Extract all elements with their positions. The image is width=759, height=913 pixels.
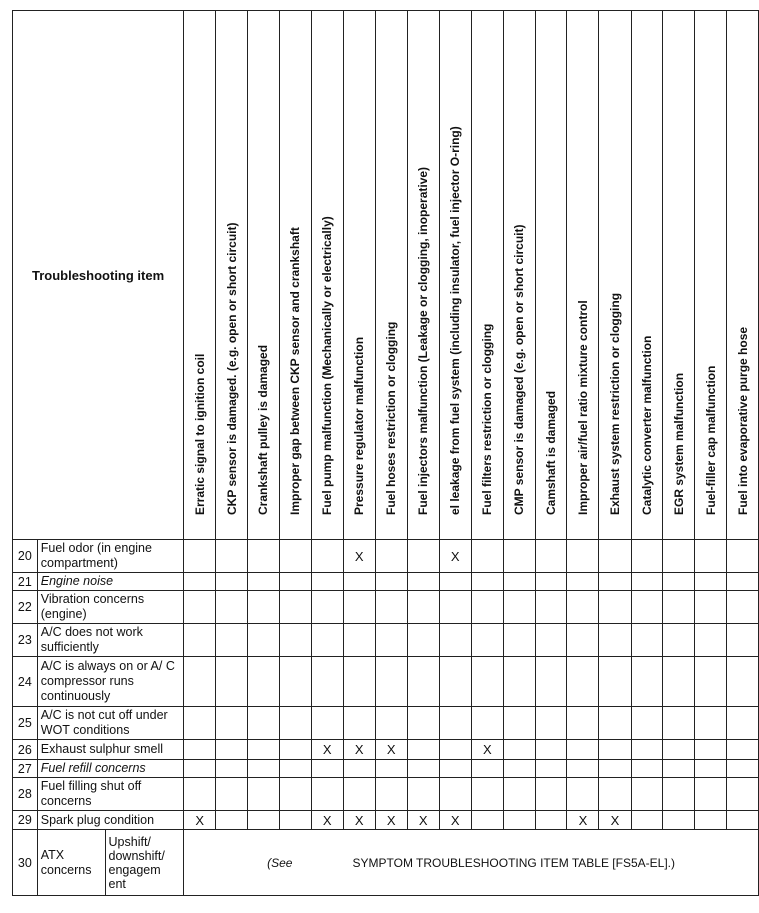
mark-cell: [663, 707, 695, 740]
mark-cell: [535, 778, 567, 811]
mark-cell: [311, 707, 343, 740]
mark-cell: [375, 760, 407, 778]
column-header-label: Pressure regulator malfunction: [352, 336, 367, 515]
mark-cell: [599, 657, 631, 707]
mark-cell: [535, 540, 567, 573]
column-header-label: Camshaft is damaged: [544, 390, 559, 515]
mark-cell: X: [343, 811, 375, 830]
mark-cell: [599, 740, 631, 760]
mark-cell: [503, 573, 535, 591]
mark-cell: [439, 707, 471, 740]
see-reference: [184, 830, 759, 896]
mark-cell: X: [184, 811, 216, 830]
mark-cell: [503, 657, 535, 707]
mark-cell: X: [407, 811, 439, 830]
mark-cell: [663, 778, 695, 811]
mark-cell: [695, 624, 727, 657]
mark-cell: [503, 707, 535, 740]
mark-cell: [343, 707, 375, 740]
mark-cell: [503, 740, 535, 760]
mark-cell: [471, 657, 503, 707]
mark-cell: [471, 760, 503, 778]
mark-cell: [503, 624, 535, 657]
mark-cell: [695, 740, 727, 760]
mark-cell: [631, 811, 663, 830]
mark-cell: [727, 657, 759, 707]
column-header: [279, 11, 311, 540]
mark-cell: [311, 778, 343, 811]
column-header: [248, 11, 280, 540]
mark-cell: [695, 591, 727, 624]
mark-cell: X: [311, 811, 343, 830]
mark-cell: [184, 624, 216, 657]
mark-cell: [311, 540, 343, 573]
mark-cell: [248, 707, 280, 740]
mark-cell: [631, 624, 663, 657]
mark-cell: [567, 573, 599, 591]
mark-cell: [631, 657, 663, 707]
mark-cell: [599, 778, 631, 811]
table-row: [13, 830, 759, 896]
mark-cell: [535, 624, 567, 657]
mark-cell: [279, 760, 311, 778]
mark-cell: X: [439, 811, 471, 830]
mark-cell: [216, 657, 248, 707]
row-number: 30: [13, 830, 38, 896]
table-row: [13, 811, 759, 830]
mark-cell: [407, 760, 439, 778]
mark-cell: [343, 624, 375, 657]
mark-cell: [727, 540, 759, 573]
mark-cell: [279, 657, 311, 707]
row-number: 23: [13, 624, 38, 657]
mark-cell: [535, 657, 567, 707]
mark-cell: [375, 624, 407, 657]
mark-cell: [407, 540, 439, 573]
mark-cell: [216, 740, 248, 760]
row-number: 28: [13, 778, 38, 811]
row-number: 21: [13, 573, 38, 591]
mark-cell: [343, 657, 375, 707]
mark-cell: [216, 591, 248, 624]
mark-cell: [471, 591, 503, 624]
column-header-label: Improper gap between CKP sensor and crankshaft: [288, 227, 303, 515]
row-number: 27: [13, 760, 38, 778]
mark-cell: [535, 760, 567, 778]
see-table-link: SYMPTOM TROUBLESHOOTING ITEM TABLE [FS5A-EL].): [352, 855, 675, 870]
table-row: [13, 657, 759, 707]
column-header-label: Fuel-filler cap malfunction: [703, 365, 718, 515]
mark-cell: [599, 591, 631, 624]
column-header: [439, 11, 471, 540]
mark-cell: [248, 740, 280, 760]
mark-cell: [727, 707, 759, 740]
troubleshooting-table: [12, 10, 759, 896]
mark-cell: [471, 707, 503, 740]
mark-cell: X: [375, 740, 407, 760]
mark-cell: [279, 573, 311, 591]
row-item: Exhaust sulphur smell: [37, 740, 183, 760]
row-item: ATX concerns: [37, 830, 105, 896]
column-header: [343, 11, 375, 540]
column-header-label: Improper air/fuel ratio mixture control: [575, 300, 590, 515]
mark-cell: [184, 591, 216, 624]
column-header: [503, 11, 535, 540]
column-header-label: Erratic signal to ignition coil: [192, 353, 207, 515]
mark-cell: [439, 657, 471, 707]
mark-cell: [279, 707, 311, 740]
table-row: [13, 624, 759, 657]
mark-cell: [279, 811, 311, 830]
column-header: [375, 11, 407, 540]
mark-cell: [535, 811, 567, 830]
mark-cell: [248, 760, 280, 778]
mark-cell: [631, 540, 663, 573]
column-header: [184, 11, 216, 540]
mark-cell: [184, 740, 216, 760]
mark-cell: [279, 778, 311, 811]
mark-cell: [727, 740, 759, 760]
mark-cell: [248, 778, 280, 811]
column-header-label: EGR system malfunction: [671, 372, 686, 515]
mark-cell: [439, 778, 471, 811]
column-header: [535, 11, 567, 540]
mark-cell: [184, 540, 216, 573]
mark-cell: [567, 540, 599, 573]
table-row: [13, 540, 759, 573]
table-row: [13, 573, 759, 591]
mark-cell: [631, 740, 663, 760]
column-header: [631, 11, 663, 540]
mark-cell: [567, 778, 599, 811]
mark-cell: [343, 760, 375, 778]
column-header-label: Fuel injectors malfunction (Leakage or clogging, inoperative): [416, 166, 431, 515]
mark-cell: [535, 740, 567, 760]
mark-cell: [375, 573, 407, 591]
mark-cell: [407, 740, 439, 760]
mark-cell: [216, 760, 248, 778]
row-item: A/C does not work sufficiently: [37, 624, 183, 657]
mark-cell: [631, 707, 663, 740]
mark-cell: [631, 573, 663, 591]
mark-cell: [248, 591, 280, 624]
column-header: [311, 11, 343, 540]
mark-cell: [311, 657, 343, 707]
mark-cell: [343, 573, 375, 591]
mark-cell: [248, 811, 280, 830]
mark-cell: [184, 778, 216, 811]
mark-cell: [567, 657, 599, 707]
mark-cell: [439, 760, 471, 778]
mark-cell: [695, 811, 727, 830]
mark-cell: X: [311, 740, 343, 760]
mark-cell: [695, 707, 727, 740]
mark-cell: [311, 624, 343, 657]
mark-cell: [216, 811, 248, 830]
mark-cell: [631, 778, 663, 811]
mark-cell: [695, 760, 727, 778]
column-header: [663, 11, 695, 540]
header-row: [13, 11, 759, 540]
mark-cell: [375, 707, 407, 740]
row-item: A/C is always on or A/ C compressor runs continuously: [37, 657, 183, 707]
mark-cell: [567, 591, 599, 624]
mark-cell: [727, 624, 759, 657]
mark-cell: [439, 740, 471, 760]
mark-cell: [535, 591, 567, 624]
mark-cell: [375, 657, 407, 707]
mark-cell: [439, 573, 471, 591]
mark-cell: [375, 591, 407, 624]
column-header: [599, 11, 631, 540]
mark-cell: [216, 573, 248, 591]
mark-cell: [216, 707, 248, 740]
mark-cell: [663, 811, 695, 830]
column-header-label: Fuel hoses restriction or clogging: [384, 321, 399, 515]
mark-cell: [184, 707, 216, 740]
mark-cell: [248, 573, 280, 591]
mark-cell: [375, 778, 407, 811]
column-header: [567, 11, 599, 540]
column-header-label: Fuel into evaporative purge hose: [735, 326, 750, 515]
mark-cell: [439, 591, 471, 624]
mark-cell: [535, 573, 567, 591]
mark-cell: [471, 573, 503, 591]
mark-cell: [663, 740, 695, 760]
mark-cell: [727, 760, 759, 778]
row-number: 22: [13, 591, 38, 624]
mark-cell: [407, 624, 439, 657]
mark-cell: [631, 760, 663, 778]
mark-cell: [311, 591, 343, 624]
mark-cell: [471, 778, 503, 811]
table-row: [13, 707, 759, 740]
mark-cell: [727, 591, 759, 624]
table-row: [13, 740, 759, 760]
column-header-label: el leakage from fuel system (including insulator, fuel injector O-ring): [448, 126, 463, 515]
mark-cell: [248, 540, 280, 573]
troubleshooting-item-header: Troubleshooting item: [13, 11, 184, 540]
column-header: [407, 11, 439, 540]
column-header: [727, 11, 759, 540]
mark-cell: [567, 760, 599, 778]
mark-cell: [407, 778, 439, 811]
mark-cell: [663, 657, 695, 707]
mark-cell: [311, 573, 343, 591]
mark-cell: [567, 740, 599, 760]
mark-cell: [279, 591, 311, 624]
mark-cell: [599, 760, 631, 778]
row-item: Spark plug condition: [37, 811, 183, 830]
table-row: [13, 591, 759, 624]
mark-cell: [184, 657, 216, 707]
mark-cell: [663, 760, 695, 778]
row-number: 26: [13, 740, 38, 760]
column-header: [471, 11, 503, 540]
column-header: [216, 11, 248, 540]
mark-cell: [471, 624, 503, 657]
mark-cell: [407, 707, 439, 740]
mark-cell: [471, 811, 503, 830]
mark-cell: X: [567, 811, 599, 830]
mark-cell: [407, 573, 439, 591]
row-item: Engine noise: [37, 573, 183, 591]
mark-cell: [184, 760, 216, 778]
row-item: Fuel refill concerns: [37, 760, 183, 778]
mark-cell: [695, 657, 727, 707]
mark-cell: [216, 540, 248, 573]
mark-cell: [695, 540, 727, 573]
mark-cell: [311, 760, 343, 778]
column-header: [695, 11, 727, 540]
mark-cell: [503, 778, 535, 811]
mark-cell: [279, 740, 311, 760]
mark-cell: [407, 591, 439, 624]
mark-cell: [375, 540, 407, 573]
mark-cell: [216, 778, 248, 811]
row-number: 29: [13, 811, 38, 830]
mark-cell: [503, 591, 535, 624]
column-header-label: CKP sensor is damaged. (e.g. open or short circuit): [224, 222, 239, 515]
mark-cell: [727, 573, 759, 591]
column-header-label: Catalytic converter malfunction: [639, 335, 654, 515]
mark-cell: [248, 657, 280, 707]
mark-cell: [663, 591, 695, 624]
row-number: 20: [13, 540, 38, 573]
mark-cell: [471, 540, 503, 573]
mark-cell: [599, 707, 631, 740]
mark-cell: X: [343, 740, 375, 760]
mark-cell: X: [599, 811, 631, 830]
mark-cell: [727, 811, 759, 830]
column-header-label: Fuel pump malfunction (Mechanically or electrically): [320, 216, 335, 515]
mark-cell: [567, 707, 599, 740]
mark-cell: [503, 540, 535, 573]
table-row: [13, 760, 759, 778]
mark-cell: [503, 760, 535, 778]
mark-cell: X: [439, 540, 471, 573]
mark-cell: [343, 591, 375, 624]
mark-cell: [184, 573, 216, 591]
table-row: [13, 778, 759, 811]
column-header-label: CMP sensor is damaged (e.g. open or short circuit): [512, 224, 527, 515]
see-prefix: (See: [267, 855, 293, 870]
mark-cell: [535, 707, 567, 740]
mark-cell: [599, 624, 631, 657]
mark-cell: [439, 624, 471, 657]
mark-cell: X: [375, 811, 407, 830]
mark-cell: [279, 624, 311, 657]
column-header-label: Fuel filters restriction or clogging: [480, 323, 495, 515]
row-item: Fuel filling shut off concerns: [37, 778, 183, 811]
mark-cell: [216, 624, 248, 657]
row-number: 24: [13, 657, 38, 707]
mark-cell: [248, 624, 280, 657]
mark-cell: [695, 778, 727, 811]
mark-cell: [727, 778, 759, 811]
row-item: A/C is not cut off under WOT conditions: [37, 707, 183, 740]
row-subitem: Upshift/ downshift/ engagem ent: [105, 830, 184, 896]
row-item: Fuel odor (in engine compartment): [37, 540, 183, 573]
mark-cell: [663, 624, 695, 657]
mark-cell: [599, 573, 631, 591]
mark-cell: [663, 573, 695, 591]
mark-cell: [695, 573, 727, 591]
mark-cell: [599, 540, 631, 573]
column-header-label: Exhaust system restriction or clogging: [607, 292, 622, 515]
mark-cell: [631, 591, 663, 624]
row-number: 25: [13, 707, 38, 740]
mark-cell: [343, 778, 375, 811]
mark-cell: X: [471, 740, 503, 760]
mark-cell: [407, 657, 439, 707]
mark-cell: [663, 540, 695, 573]
mark-cell: [503, 811, 535, 830]
mark-cell: X: [343, 540, 375, 573]
mark-cell: [567, 624, 599, 657]
mark-cell: [279, 540, 311, 573]
row-item: Vibration concerns (engine): [37, 591, 183, 624]
column-header-label: Crankshaft pulley is damaged: [256, 344, 271, 515]
